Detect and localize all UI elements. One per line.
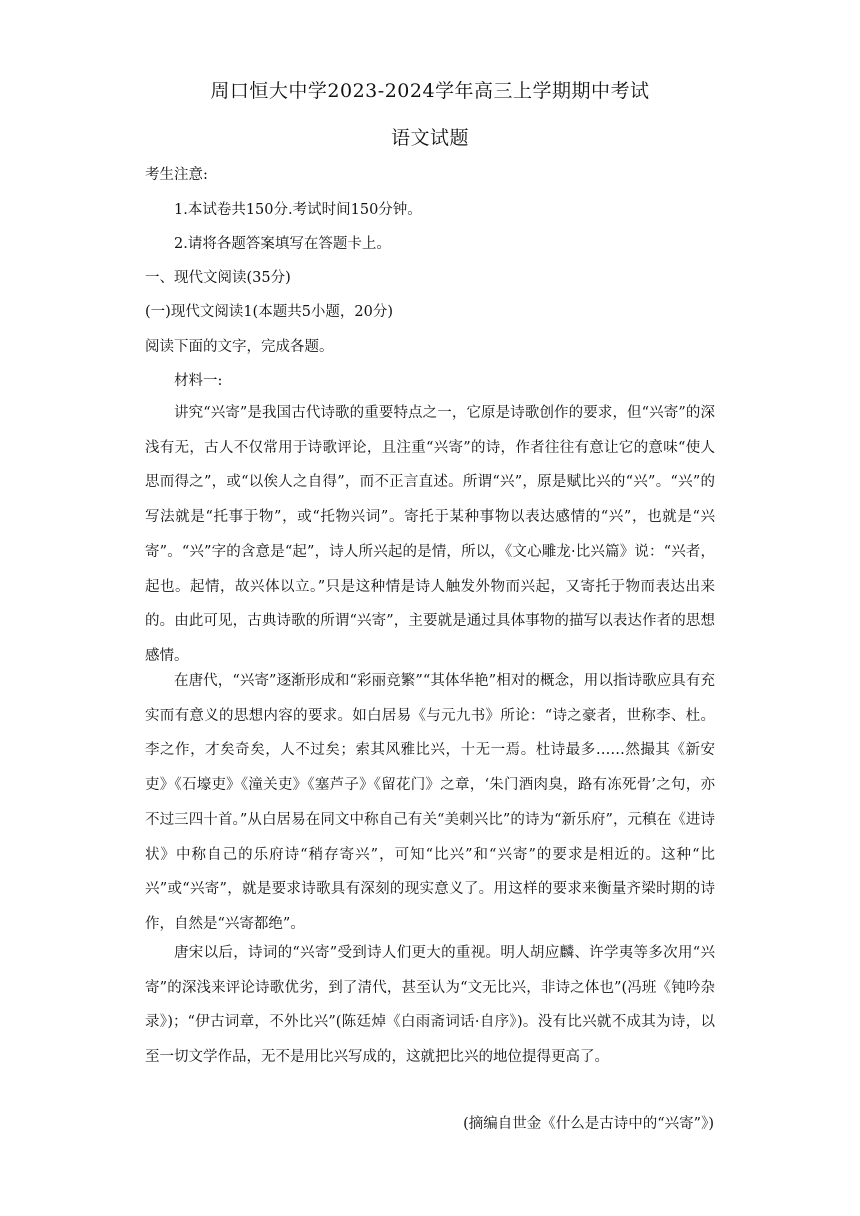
- notice-item: 1.本试卷共150分.考试时间150分钟。: [174, 202, 422, 218]
- reading-instruction: 阅读下面的文字，完成各题。: [145, 339, 334, 355]
- source-citation: (摘编自世金《什么是古诗中的“兴寄”》): [463, 1116, 714, 1132]
- material-paragraph: 在唐代，“兴寄”逐渐形成和“彩丽竞繁”“其体华艳”相对的概念，用以指诗歌应具有充实而有意义的思想内容的要求。如白居易《与元九书》所论：“诗之豪者，世称李、杜。李之作，才矣奇矣，人不过矣；索其风雅比兴，十无一焉。杜诗最多……然撮其《新安吏》《石壕吏》《潼关吏》《塞芦子》《留花门》之章，‘朱门酒肉臭，路有冻死骨’之句，亦不过三四十首。”从白居易在同文中称自己有关“美刺兴比”的诗为“新乐府”，元稹在《进诗状》中称自己的乐府诗“稍存寄兴”，可知“比兴”和“兴寄”的要求是相近的。这种“比兴”或“兴寄”，就是要求诗歌具有深刻的现实意义了。用这样的要求来衡量齐梁时期的诗作，自然是“兴寄都绝”。: [145, 673, 715, 932]
- page-subtitle: 语文试题: [390, 127, 469, 149]
- section-heading: 一、现代文阅读(35分): [145, 270, 291, 286]
- notice-heading: 考生注意:: [145, 167, 208, 183]
- material-label: 材料一:: [174, 373, 223, 389]
- material-paragraph: 唐宋以后，诗词的“兴寄”受到诗人们更大的重视。明人胡应麟、许学夷等多次用“兴寄”的深浅来评论诗歌优劣，到了清代，甚至认为“文无比兴，非诗之体也”(冯班《钝吟杂录》)；“伊古词章，不外比兴”(陈廷焯《白雨斋词话·自序》)。没有比兴就不成其为诗，以至一切文学作品，无不是用比兴写成的，这就把比兴的地位提得更高了。: [145, 945, 715, 1066]
- section-subheading: (一)现代文阅读1(本题共5小题，20分): [145, 304, 394, 320]
- material-paragraph: 讲究“兴寄”是我国古代诗歌的重要特点之一，它原是诗歌创作的要求，但“兴寄”的深浅有无，古人不仅常用于诗歌评论，且注重“兴寄”的诗，作者往往有意让它的意味“使人思而得之”，或“以俟人之自得”，而不正言直述。所谓“兴”，原是赋比兴的“兴”。“兴”的写法就是“托事于物”，或“托物兴词”。寄托于某种事物以表达感情的“兴”，也就是“兴寄”。“兴”字的含意是“起”，诗人所兴起的是情，所以，《文心雕龙·比兴篇》说：“兴者，起也。起情，故兴体以立。”只是这种情是诗人触发外物而兴起，又寄托于物而表达出来的。由此可见，古典诗歌的所谓“兴寄”，主要就是通过具体事物的描写以表达作者的思想感情。: [145, 405, 715, 664]
- page-title: 周口恒大中学2023-2024学年高三上学期期中考试: [210, 80, 650, 102]
- notice-item: 2.请将各题答案填写在答题卡上。: [174, 236, 391, 252]
